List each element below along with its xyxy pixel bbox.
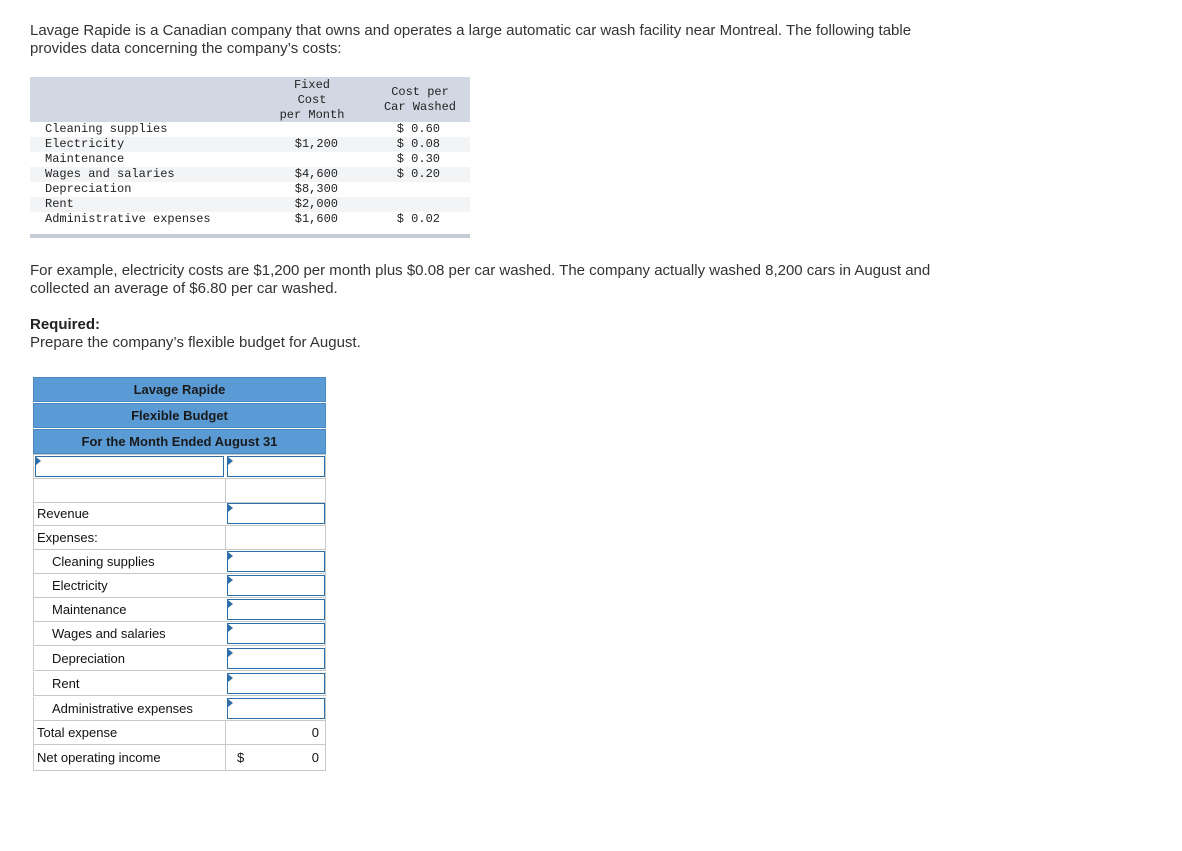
intro-paragraph: Lavage Rapide is a Canadian company that owns and operates a large automatic car wash facility near Montreal. The following table provides data concerning the company’s costs: <box>30 22 912 57</box>
revenue-label: Revenue <box>37 506 90 521</box>
depreciation-input[interactable] <box>227 648 325 669</box>
input-marker-icon <box>228 649 233 657</box>
total-expense-label: Total expense <box>37 725 118 740</box>
expense-row <box>33 622 326 646</box>
cleaning-supplies-input[interactable] <box>227 551 325 572</box>
budget-header-input-row <box>33 454 326 479</box>
expense-row <box>33 647 326 671</box>
cost-item-name: Maintenance <box>45 152 125 166</box>
cost-item-name: Administrative expenses <box>45 212 211 226</box>
cost-item-fixed: $2,000 <box>294 197 338 211</box>
net-operating-income-row <box>33 745 326 771</box>
cost-row <box>30 122 470 137</box>
input-marker-icon <box>228 624 233 632</box>
required-heading: Required: <box>30 316 101 333</box>
total-expense-row <box>33 721 326 745</box>
budget-title-statement: Flexible Budget <box>33 403 326 428</box>
wages-and-salaries-input[interactable] <box>227 623 325 644</box>
electricity-input[interactable] <box>227 575 325 596</box>
budget-blank-row <box>33 479 326 503</box>
maintenance-input[interactable] <box>227 599 325 620</box>
header-fixed-cost: Fixed Cost per Month <box>279 78 345 122</box>
revenue-row <box>33 502 326 526</box>
revenue-input[interactable] <box>227 503 325 524</box>
cost-row <box>30 167 470 182</box>
currency-symbol: $ <box>237 750 245 765</box>
cost-data-table <box>30 77 470 239</box>
header-value-input[interactable] <box>227 456 325 477</box>
cost-item-name: Rent <box>45 197 74 211</box>
value-column <box>225 525 326 549</box>
input-marker-icon <box>228 504 233 512</box>
cost-table-header <box>30 77 470 122</box>
header-cost-per-car: Cost per Car Washed <box>383 85 456 114</box>
cost-item-name: Wages and salaries <box>45 167 175 181</box>
input-marker-icon <box>228 674 233 682</box>
cost-item-fixed: $1,600 <box>294 212 338 226</box>
cost-row <box>30 152 470 167</box>
cost-item-name: Electricity <box>45 137 125 151</box>
expense-row <box>33 574 326 598</box>
expense-row <box>33 697 326 721</box>
expense-label-rent: Rent <box>52 676 80 691</box>
expense-row <box>33 598 326 622</box>
expenses-heading-row <box>33 526 326 550</box>
expense-row <box>33 672 326 696</box>
input-marker-icon <box>36 457 41 465</box>
expense-label-electricity: Electricity <box>52 578 108 593</box>
expenses-label: Expenses: <box>37 530 98 545</box>
cost-item-fixed: $1,200 <box>294 137 338 151</box>
budget-title-period: For the Month Ended August 31 <box>33 429 326 454</box>
rent-input[interactable] <box>227 673 325 694</box>
net-operating-income-label: Net operating income <box>37 750 161 765</box>
expense-label-depreciation: Depreciation <box>52 651 125 666</box>
input-marker-icon <box>228 552 233 560</box>
input-marker-icon <box>228 457 233 465</box>
cost-row <box>30 182 470 197</box>
expense-label-maintenance: Maintenance <box>52 602 127 617</box>
cost-item-fixed: $8,300 <box>294 182 338 196</box>
cost-row <box>30 197 470 212</box>
example-paragraph: For example, electricity costs are $1,200 per month plus $0.08 per car washed. The company actually washed 8,200 cars in August and collected an average of $6.80 per car washed. <box>30 262 931 297</box>
expense-label-cleaning-supplies: Cleaning supplies <box>52 554 155 569</box>
administrative-expenses-input[interactable] <box>227 698 325 719</box>
cost-item-name: Cleaning supplies <box>45 122 168 136</box>
cost-row <box>30 137 470 152</box>
input-marker-icon <box>228 600 233 608</box>
expense-label-administrative-expenses: Administrative expenses <box>52 701 193 716</box>
cost-table-footer-rule <box>30 234 470 238</box>
input-marker-icon <box>228 699 233 707</box>
total-expense-value: 0 <box>311 725 319 740</box>
cost-item-per-car: $ 0.02 <box>396 212 440 226</box>
cost-item-per-car: $ 0.20 <box>396 167 440 181</box>
input-marker-icon <box>228 576 233 584</box>
budget-title-company: Lavage Rapide <box>33 377 326 402</box>
cost-item-fixed: $4,600 <box>294 167 338 181</box>
header-label-input[interactable] <box>35 456 224 477</box>
cost-item-name: Depreciation <box>45 182 132 196</box>
value-column <box>225 478 326 502</box>
expense-row <box>33 550 326 574</box>
cost-item-per-car: $ 0.60 <box>396 122 440 136</box>
expense-label-wages-and-salaries: Wages and salaries <box>52 626 166 641</box>
net-operating-income-value: 0 <box>311 750 319 765</box>
required-text: Prepare the company’s flexible budget for August. <box>30 334 361 351</box>
cost-row <box>30 212 470 227</box>
cost-item-per-car: $ 0.08 <box>396 137 440 151</box>
cost-item-per-car: $ 0.30 <box>396 152 440 166</box>
